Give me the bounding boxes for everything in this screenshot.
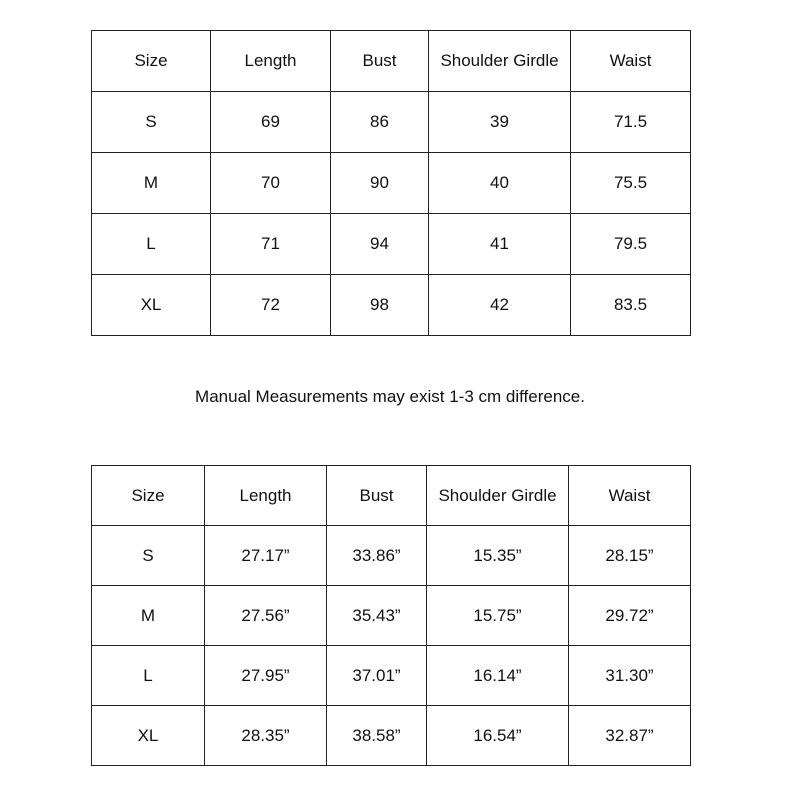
cell-waist: 75.5 <box>571 153 691 214</box>
cell-size: L <box>92 646 205 706</box>
cell-bust: 33.86” <box>327 526 427 586</box>
cell-waist: 79.5 <box>571 214 691 275</box>
cell-bust: 35.43” <box>327 586 427 646</box>
cell-size: L <box>92 214 211 275</box>
header-size: Size <box>92 466 205 526</box>
cell-shoulder-girdle: 15.75” <box>427 586 569 646</box>
cell-bust: 98 <box>331 275 429 336</box>
header-bust: Bust <box>327 466 427 526</box>
cell-size: S <box>92 92 211 153</box>
cell-length: 69 <box>211 92 331 153</box>
cell-waist: 83.5 <box>571 275 691 336</box>
cell-bust: 38.58” <box>327 706 427 766</box>
header-waist: Waist <box>569 466 691 526</box>
cell-size: M <box>92 586 205 646</box>
measurement-note: Manual Measurements may exist 1-3 cm difference. <box>195 387 585 406</box>
size-chart-inch-table <box>91 465 691 766</box>
cell-length: 71 <box>211 214 331 275</box>
cell-length: 27.56” <box>205 586 327 646</box>
cell-waist: 28.15” <box>569 526 691 586</box>
cell-waist: 71.5 <box>571 92 691 153</box>
table-row <box>92 214 691 275</box>
cell-length: 27.95” <box>205 646 327 706</box>
cell-shoulder-girdle: 42 <box>429 275 571 336</box>
cell-bust: 94 <box>331 214 429 275</box>
header-size: Size <box>92 31 211 92</box>
header-shoulder-girdle: Shoulder Girdle <box>427 466 569 526</box>
header-length: Length <box>211 31 331 92</box>
table-row <box>92 275 691 336</box>
cell-length: 28.35” <box>205 706 327 766</box>
cell-size: XL <box>92 275 211 336</box>
cell-shoulder-girdle: 16.54” <box>427 706 569 766</box>
cell-length: 70 <box>211 153 331 214</box>
header-length: Length <box>205 466 327 526</box>
table-row <box>92 646 691 706</box>
header-waist: Waist <box>571 31 691 92</box>
cell-shoulder-girdle: 39 <box>429 92 571 153</box>
cell-shoulder-girdle: 16.14” <box>427 646 569 706</box>
cell-waist: 32.87” <box>569 706 691 766</box>
table-row <box>92 586 691 646</box>
cell-bust: 86 <box>331 92 429 153</box>
table-row <box>92 153 691 214</box>
cell-shoulder-girdle: 41 <box>429 214 571 275</box>
table-row <box>92 706 691 766</box>
header-shoulder-girdle: Shoulder Girdle <box>429 31 571 92</box>
cell-waist: 29.72” <box>569 586 691 646</box>
table-header-row <box>92 466 691 526</box>
cell-size: S <box>92 526 205 586</box>
table-row <box>92 526 691 586</box>
cell-size: M <box>92 153 211 214</box>
cell-bust: 37.01” <box>327 646 427 706</box>
cell-shoulder-girdle: 15.35” <box>427 526 569 586</box>
table-row <box>92 92 691 153</box>
header-bust: Bust <box>331 31 429 92</box>
cell-size: XL <box>92 706 205 766</box>
table-header-row <box>92 31 691 92</box>
cell-bust: 90 <box>331 153 429 214</box>
size-chart-cm-table <box>91 30 691 336</box>
cell-length: 72 <box>211 275 331 336</box>
cell-shoulder-girdle: 40 <box>429 153 571 214</box>
cell-waist: 31.30” <box>569 646 691 706</box>
cell-length: 27.17” <box>205 526 327 586</box>
